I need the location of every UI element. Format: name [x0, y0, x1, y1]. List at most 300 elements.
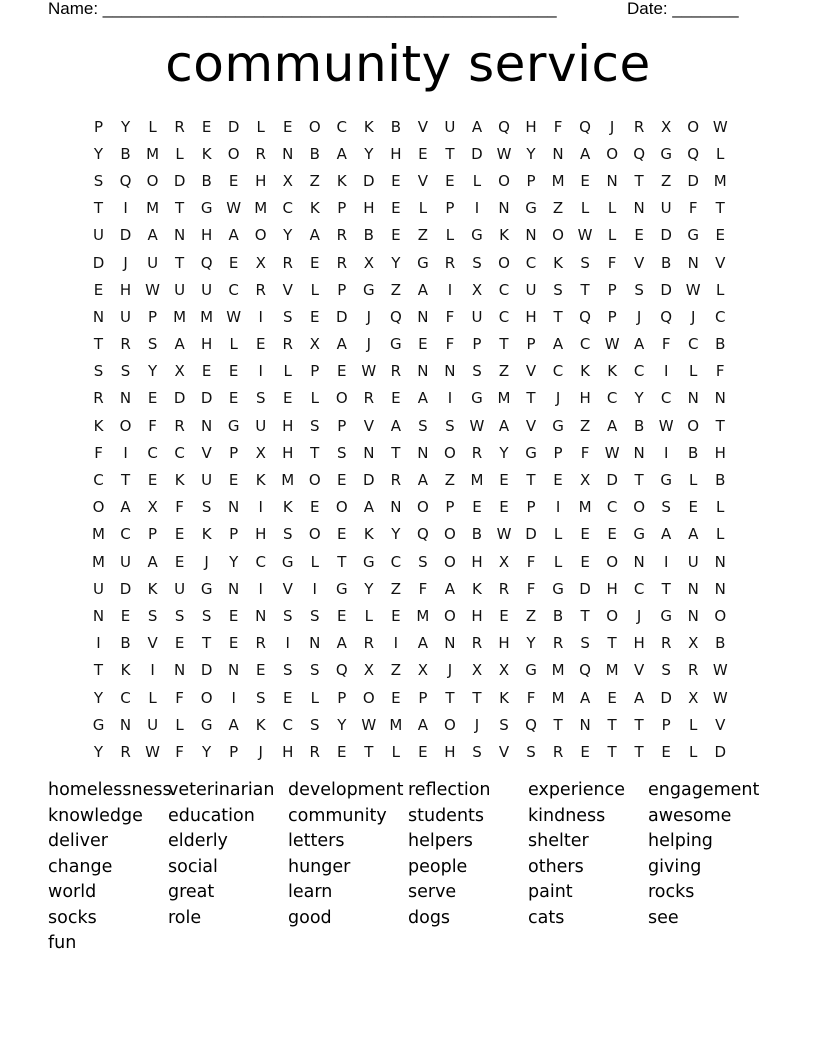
grid-cell: V — [498, 742, 510, 761]
grid-cell: R — [363, 634, 375, 653]
grid-cell: G — [633, 525, 645, 544]
word-list-item: students — [408, 805, 485, 826]
grid-cell: S — [201, 498, 212, 517]
grid-cell: W — [685, 280, 701, 299]
grid-cell: S — [120, 362, 131, 381]
grid-cell: M — [92, 525, 105, 544]
grid-cell: N — [444, 362, 456, 381]
grid-cell: V — [363, 416, 374, 435]
grid-cell: B — [715, 634, 726, 653]
grid-cell: B — [309, 144, 320, 163]
grid-cell: Y — [364, 144, 374, 163]
grid-cell: J — [366, 335, 372, 354]
grid-cell: Q — [119, 171, 132, 190]
grid-cell: X — [688, 634, 699, 653]
grid-cell: C — [147, 443, 158, 462]
grid-cell: N — [687, 389, 699, 408]
grid-cell: E — [282, 117, 293, 136]
grid-cell: Y — [526, 144, 536, 163]
grid-cell: T — [607, 742, 617, 761]
grid-cell: O — [687, 416, 700, 435]
grid-cell: R — [660, 634, 672, 653]
grid-cell: E — [688, 498, 698, 517]
grid-cell: T — [202, 634, 212, 653]
grid-cell: T — [634, 715, 644, 734]
grid-cell: O — [416, 498, 429, 517]
grid-cell: S — [580, 253, 590, 272]
word-list-item: cats — [528, 907, 565, 928]
grid-cell: X — [363, 661, 374, 680]
grid-cell: O — [308, 471, 321, 490]
grid-cell: Z — [417, 226, 429, 245]
grid-cell: W — [712, 117, 728, 136]
grid-cell: G — [687, 226, 700, 245]
grid-cell: A — [147, 226, 158, 245]
grid-cell: Z — [309, 171, 320, 190]
grid-cell: H — [471, 552, 483, 571]
grid-cell: R — [444, 253, 456, 272]
grid-cell: V — [282, 280, 293, 299]
grid-cell: O — [335, 389, 348, 408]
grid-cell: E — [634, 226, 644, 245]
grid-cell: Y — [364, 579, 374, 598]
word-list-item: homelessness — [48, 780, 172, 800]
grid-cell: A — [634, 688, 645, 707]
grid-cell: C — [633, 579, 645, 598]
grid-cell: C — [660, 389, 672, 408]
grid-cell: C — [228, 280, 239, 299]
grid-cell: H — [282, 742, 294, 761]
grid-cell: V — [417, 171, 429, 190]
grid-row — [85, 140, 735, 167]
grid-cell: O — [552, 226, 564, 245]
grid-cell: E — [391, 199, 401, 218]
grid-cell: R — [687, 661, 699, 680]
grid-cell: D — [525, 525, 537, 544]
grid-cell: T — [337, 552, 347, 571]
grid-cell: Z — [579, 416, 591, 435]
grid-cell: O — [119, 416, 132, 435]
grid-row — [85, 358, 735, 385]
grid-cell: L — [364, 606, 373, 625]
grid-cell: K — [93, 416, 104, 435]
grid-cell: Q — [498, 117, 510, 136]
grid-cell: U — [120, 307, 132, 326]
grid-cell: C — [174, 443, 185, 462]
grid-cell: I — [555, 498, 561, 517]
grid-cell: L — [553, 525, 563, 544]
grid-row — [85, 195, 735, 222]
grid-cell: K — [147, 579, 158, 598]
grid-cell: B — [552, 606, 564, 625]
grid-cell: S — [282, 525, 293, 544]
grid-cell: L — [418, 199, 428, 218]
grid-cell: P — [553, 443, 563, 462]
grid-cell: M — [713, 171, 727, 190]
grid-cell: M — [578, 498, 592, 517]
grid-cell: H — [579, 389, 591, 408]
grid-cell: O — [714, 606, 727, 625]
grid-cell: P — [229, 742, 239, 761]
grid-cell: L — [175, 144, 184, 163]
grid-cell: N — [633, 443, 645, 462]
grid-row — [85, 303, 735, 330]
grid-cell: W — [604, 443, 620, 462]
grid-cell: N — [633, 552, 645, 571]
word-list-item: knowledge — [48, 805, 143, 826]
grid-cell: L — [472, 171, 482, 190]
grid-cell: N — [228, 579, 240, 598]
grid-cell: H — [363, 199, 375, 218]
word-list-item: veterinarian — [168, 780, 275, 800]
grid-cell: N — [255, 606, 267, 625]
grid-cell: K — [120, 661, 131, 680]
grid-cell: H — [201, 335, 213, 354]
grid-cell: C — [687, 335, 699, 354]
grid-cell: O — [498, 253, 510, 272]
grid-cell: S — [310, 606, 320, 625]
grid-cell: I — [663, 362, 669, 381]
grid-cell: V — [525, 416, 537, 435]
grid-cell: W — [496, 525, 512, 544]
grid-cell: K — [607, 362, 618, 381]
grid-cell: O — [200, 688, 213, 707]
grid-cell: J — [123, 253, 128, 272]
grid-cell: E — [93, 280, 104, 299]
grid-cell: R — [282, 253, 293, 272]
grid-cell: F — [553, 117, 563, 136]
grid-cell: A — [417, 389, 429, 408]
grid-cell: E — [337, 606, 347, 625]
grid-cell: I — [393, 634, 399, 653]
grid-cell: R — [336, 253, 348, 272]
grid-cell: E — [418, 335, 428, 354]
grid-cell: E — [445, 171, 455, 190]
grid-cell: U — [174, 280, 186, 299]
grid-cell: Q — [579, 117, 591, 136]
grid-cell: N — [552, 144, 564, 163]
grid-cell: T — [499, 335, 509, 354]
grid-cell: S — [499, 715, 509, 734]
grid-cell: R — [255, 634, 266, 653]
grid-cell: E — [391, 606, 401, 625]
page-title: community service — [165, 35, 651, 93]
grid-cell: N — [498, 199, 510, 218]
word-list-item: socks — [48, 907, 97, 928]
grid-cell: U — [147, 715, 159, 734]
grid-cell: P — [93, 117, 104, 136]
grid-cell: E — [337, 362, 347, 381]
grid-cell: P — [337, 280, 347, 299]
grid-cell: Y — [391, 525, 401, 544]
grid-cell: H — [119, 280, 132, 299]
grid-cell: N — [525, 226, 537, 245]
grid-cell: A — [579, 144, 591, 163]
grid-cell: T — [553, 307, 563, 326]
grid-cell: B — [201, 171, 212, 190]
grid-cell: Z — [525, 606, 537, 625]
name-field: Name: ________________________________________________ — [48, 0, 557, 18]
grid-cell: H — [525, 307, 537, 326]
word-list-item: helpers — [408, 831, 473, 851]
grid-cell: O — [606, 552, 619, 571]
grid-cell: T — [553, 715, 563, 734]
grid-cell: H — [390, 144, 402, 163]
grid-cell: G — [471, 389, 483, 408]
grid-cell: E — [310, 498, 320, 517]
grid-cell: S — [147, 606, 158, 625]
grid-cell: T — [634, 742, 644, 761]
grid-cell: U — [444, 117, 456, 136]
grid-cell: E — [310, 253, 320, 272]
grid-cell: R — [282, 335, 293, 354]
grid-cell: P — [337, 688, 347, 707]
grid-cell: E — [228, 471, 239, 490]
grid-cell: W — [226, 307, 242, 326]
grid-cell: Y — [93, 688, 104, 707]
grid-cell: P — [607, 280, 617, 299]
grid-cell: S — [201, 606, 212, 625]
grid-cell: P — [229, 525, 239, 544]
word-list-item: good — [288, 907, 332, 928]
grid-cell: G — [660, 471, 672, 490]
grid-cell: E — [228, 171, 239, 190]
grid-cell: D — [660, 688, 672, 707]
grid-cell: F — [148, 416, 157, 435]
grid-cell: K — [580, 362, 590, 381]
grid-cell: V — [525, 362, 537, 381]
word-list-item: see — [648, 907, 679, 928]
grid-cell: Q — [579, 661, 591, 680]
grid-cell: T — [634, 471, 644, 490]
grid-cell: E — [391, 389, 401, 408]
grid-row — [85, 167, 735, 194]
grid-cell: I — [258, 362, 263, 381]
grid-row — [85, 684, 735, 711]
grid-cell: H — [282, 443, 294, 462]
grid-cell: X — [471, 280, 483, 299]
grid-cell: M — [200, 307, 214, 326]
grid-cell: S — [282, 307, 293, 326]
grid-row — [85, 494, 735, 521]
grid-cell: O — [633, 498, 646, 517]
grid-cell: K — [553, 253, 563, 272]
grid-cell: C — [606, 498, 618, 517]
grid-cell: T — [526, 389, 536, 408]
grid-cell: B — [120, 144, 131, 163]
grid-cell: S — [418, 552, 428, 571]
grid-cell: S — [310, 715, 320, 734]
grid-cell: C — [714, 307, 726, 326]
grid-cell: V — [201, 443, 212, 462]
grid-row — [85, 548, 735, 575]
grid-cell: G — [200, 199, 213, 218]
grid-cell: S — [526, 742, 536, 761]
grid-cell: W — [226, 199, 242, 218]
grid-cell: O — [362, 688, 375, 707]
grid-cell: V — [634, 661, 645, 680]
grid-cell: S — [255, 389, 266, 408]
grid-cell: R — [336, 226, 348, 245]
grid-cell: T — [175, 253, 185, 272]
grid-cell: T — [93, 199, 104, 218]
grid-cell: M — [173, 307, 187, 326]
grid-cell: R — [255, 280, 266, 299]
grid-cell: S — [661, 661, 671, 680]
grid-cell: T — [607, 715, 617, 734]
grid-cell: K — [282, 498, 293, 517]
grid-cell: K — [472, 579, 482, 598]
grid-cell: T — [715, 199, 725, 218]
grid-cell: Y — [634, 389, 644, 408]
grid-row — [85, 521, 735, 548]
grid-cell: E — [499, 471, 509, 490]
grid-cell: L — [553, 552, 563, 571]
grid-cell: S — [147, 335, 158, 354]
grid-cell: M — [605, 661, 619, 680]
grid-row — [85, 113, 735, 140]
grid-cell: R — [552, 634, 564, 653]
grid-cell: F — [418, 579, 428, 598]
grid-row — [85, 385, 735, 412]
grid-cell: U — [201, 280, 213, 299]
grid-cell: J — [258, 742, 263, 761]
grid-row — [85, 657, 735, 684]
grid-cell: X — [417, 661, 429, 680]
grid-cell: H — [444, 742, 456, 761]
grid-cell: G — [390, 335, 402, 354]
grid-cell: X — [174, 362, 185, 381]
grid-cell: E — [607, 525, 617, 544]
grid-cell: I — [312, 579, 317, 598]
grid-cell: E — [580, 525, 590, 544]
grid-cell: X — [147, 498, 158, 517]
grid-cell: I — [123, 443, 128, 462]
grid-cell: J — [204, 552, 209, 571]
grid-cell: S — [337, 443, 347, 462]
grid-cell: C — [93, 471, 104, 490]
grid-cell: B — [363, 226, 374, 245]
grid-cell: R — [93, 389, 104, 408]
grid-cell: A — [417, 715, 429, 734]
grid-cell: Y — [391, 253, 401, 272]
grid-cell: H — [255, 525, 267, 544]
grid-cell: A — [147, 552, 158, 571]
grid-cell: M — [470, 471, 484, 490]
grid-cell: A — [363, 498, 374, 517]
word-list — [48, 778, 768, 957]
grid-cell: B — [471, 525, 483, 544]
grid-cell: P — [337, 199, 347, 218]
grid-cell: N — [714, 552, 726, 571]
word-list-item: social — [168, 856, 218, 877]
grid-cell: A — [336, 634, 347, 653]
grid-cell: L — [310, 280, 319, 299]
grid-cell: A — [120, 498, 131, 517]
grid-cell: C — [579, 335, 591, 354]
grid-cell: L — [607, 226, 617, 245]
grid-cell: C — [498, 307, 510, 326]
grid-cell: D — [173, 389, 186, 408]
grid-cell: Q — [416, 525, 429, 544]
grid-cell: C — [498, 280, 510, 299]
grid-cell: M — [281, 471, 295, 490]
grid-row — [85, 711, 735, 738]
grid-cell: E — [337, 742, 347, 761]
grid-cell: Q — [389, 307, 402, 326]
grid-cell: W — [469, 416, 485, 435]
grid-cell: P — [445, 199, 455, 218]
grid-cell: Q — [335, 661, 348, 680]
grid-cell: P — [526, 335, 536, 354]
word-list-item: letters — [288, 831, 345, 851]
word-list-item: role — [168, 907, 202, 928]
grid-cell: C — [120, 688, 131, 707]
word-list-item: fun — [48, 933, 77, 953]
grid-cell: G — [363, 280, 375, 299]
grid-cell: W — [145, 742, 160, 761]
grid-cell: N — [444, 634, 456, 653]
grid-cell: Z — [390, 579, 401, 598]
grid-cell: L — [391, 742, 401, 761]
grid-cell: C — [606, 389, 618, 408]
grid-cell: I — [150, 661, 155, 680]
grid-cell: C — [282, 715, 293, 734]
grid-cell: M — [146, 144, 160, 163]
grid-cell: P — [148, 307, 158, 326]
grid-cell: U — [660, 199, 672, 218]
grid-cell: O — [92, 498, 105, 517]
grid-cell: J — [609, 117, 615, 136]
grid-cell: T — [120, 471, 131, 490]
grid-cell: E — [228, 634, 239, 653]
grid-cell: Q — [200, 253, 213, 272]
grid-cell: K — [309, 199, 320, 218]
grid-cell: E — [255, 661, 266, 680]
grid-cell: F — [661, 335, 671, 354]
grid-cell: X — [255, 443, 266, 462]
grid-cell: L — [445, 226, 455, 245]
grid-cell: S — [255, 688, 266, 707]
grid-cell: T — [445, 688, 455, 707]
grid-cell: D — [579, 579, 591, 598]
grid-cell: Y — [526, 634, 536, 653]
grid-row — [85, 466, 735, 493]
grid-cell: E — [282, 688, 293, 707]
grid-cell: E — [472, 498, 482, 517]
grid-cell: M — [416, 606, 430, 625]
grid-cell: C — [390, 552, 402, 571]
grid-cell: A — [228, 715, 239, 734]
grid-cell: B — [120, 634, 131, 653]
grid-cell: H — [201, 226, 213, 245]
grid-cell: A — [417, 471, 429, 490]
word-list-item: reflection — [408, 780, 491, 800]
grid-cell: L — [229, 335, 238, 354]
grid-cell: J — [636, 606, 642, 625]
grid-cell: N — [390, 498, 402, 517]
grid-cell: S — [553, 280, 563, 299]
grid-cell: X — [255, 253, 266, 272]
grid-cell: Z — [498, 362, 510, 381]
grid-cell: U — [471, 307, 483, 326]
grid-cell: R — [363, 389, 375, 408]
grid-cell: E — [147, 389, 158, 408]
grid-cell: Y — [337, 715, 347, 734]
grid-row — [85, 738, 735, 765]
grid-cell: X — [688, 688, 699, 707]
grid-cell: O — [308, 117, 321, 136]
